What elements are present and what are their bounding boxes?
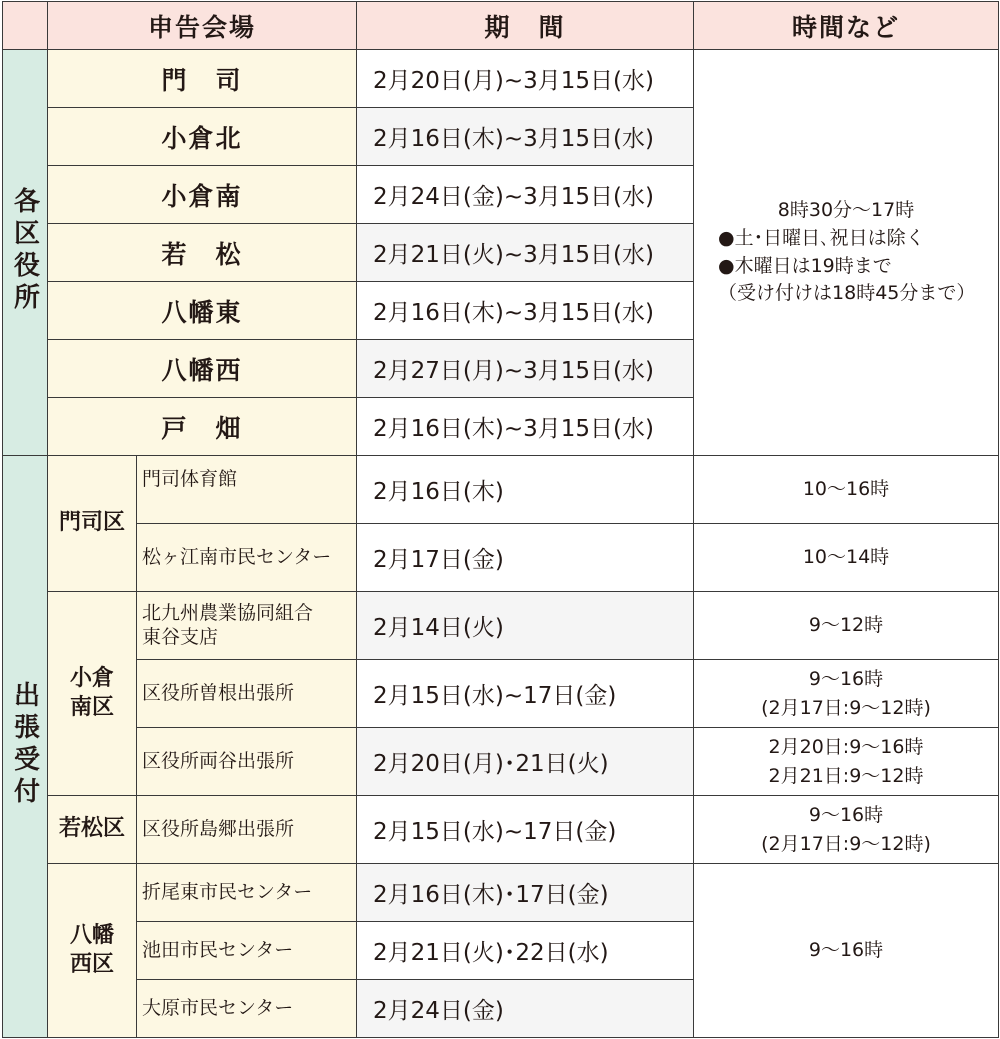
period-cell: 2月24日(金) xyxy=(357,980,694,1038)
time-line: (2月17日:9～12時) xyxy=(761,832,931,855)
period-cell: 2月16日(木) xyxy=(357,456,694,524)
table-row xyxy=(3,796,999,864)
venue-cell: 区役所島郷出張所 xyxy=(137,796,357,864)
ward-office-name: 八幡東 xyxy=(48,282,357,340)
venue-cell: 折尾東市民センター xyxy=(137,864,357,922)
period-cell: 2月17日(金) xyxy=(357,524,694,592)
period-cell: 2月24日(金)~3月15日(水) xyxy=(357,166,694,224)
period-cell: 2月20日(月)~3月15日(水) xyxy=(357,50,694,108)
ward-label-wakamatsu: 若松区 xyxy=(48,796,137,864)
venue-cell: 区役所曽根出張所 xyxy=(137,660,357,728)
table-row xyxy=(3,456,999,524)
ward-label-yahatanishi xyxy=(48,864,137,1038)
ward-label-kokuraminami xyxy=(48,592,137,796)
ward-label-line: 小倉 xyxy=(69,665,114,691)
time-cell: 10～14時 xyxy=(694,524,999,592)
period-cell: 2月15日(水)~17日(金) xyxy=(357,660,694,728)
ward-office-name: 小倉北 xyxy=(48,108,357,166)
time-cell xyxy=(694,660,999,728)
venue-cell: 松ヶ江南市民センター xyxy=(137,524,357,592)
period-cell: 2月21日(火)~3月15日(水) xyxy=(357,224,694,282)
venue-cell xyxy=(137,592,357,660)
venue-cell: 門司体育館 xyxy=(137,456,357,524)
hours-note: ●木曜日は19時まで xyxy=(718,254,892,277)
period-cell: 2月15日(水)~17日(金) xyxy=(357,796,694,864)
table-row xyxy=(3,864,999,922)
period-cell: 2月21日(火)･22日(水) xyxy=(357,922,694,980)
hours-note: （受け付けは18時45分まで） xyxy=(718,282,976,305)
ward-label-moji: 門司区 xyxy=(48,456,137,592)
period-cell: 2月16日(木)~3月15日(水) xyxy=(357,282,694,340)
ward-office-name: 小倉南 xyxy=(48,166,357,224)
header-corner xyxy=(3,2,48,50)
ward-office-name: 戸 畑 xyxy=(48,398,357,456)
hours-note: ●土･日曜日､祝日は除く xyxy=(718,226,925,249)
table-row xyxy=(3,728,999,796)
ward-label-line: 八幡 xyxy=(69,922,114,948)
time-cell xyxy=(694,728,999,796)
time-cell: 10～16時 xyxy=(694,456,999,524)
period-cell: 2月16日(木)~3月15日(水) xyxy=(357,398,694,456)
ward-office-name: 門 司 xyxy=(48,50,357,108)
time-line: 2月20日:9～16時 xyxy=(768,736,924,758)
tax-filing-schedule-table xyxy=(2,1,999,1038)
venue-cell: 池田市民センター xyxy=(137,922,357,980)
hours-line: 8時30分～17時 xyxy=(777,199,915,222)
time-line: 9～16時 xyxy=(808,668,884,690)
ward-label-line: 南区 xyxy=(69,694,114,720)
ward-office-hours xyxy=(694,50,999,456)
time-cell: 9～16時 xyxy=(694,864,999,1038)
period-cell: 2月27日(月)~3月15日(水) xyxy=(357,340,694,398)
table-row xyxy=(3,592,999,660)
venue-cell: 区役所両谷出張所 xyxy=(137,728,357,796)
ward-office-name: 若 松 xyxy=(48,224,357,282)
period-cell: 2月16日(木)･17日(金) xyxy=(357,864,694,922)
time-line: 9～12時 xyxy=(808,614,884,637)
period-cell: 2月20日(月)･21日(火) xyxy=(357,728,694,796)
header-row xyxy=(3,2,999,50)
time-line: 2月21日:9～12時 xyxy=(768,764,924,787)
header-time: 時間など xyxy=(694,2,999,50)
ward-office-name: 八幡西 xyxy=(48,340,357,398)
table-row xyxy=(3,524,999,592)
table-row xyxy=(3,660,999,728)
ward-label-line: 西区 xyxy=(69,951,114,977)
header-period: 期 間 xyxy=(357,2,694,50)
period-cell: 2月16日(木)~3月15日(水) xyxy=(357,108,694,166)
venue-line: 東谷支店 xyxy=(142,625,219,648)
category-branch-reception: 出張受付 xyxy=(3,456,48,1038)
venue-cell: 大原市民センター xyxy=(137,980,357,1038)
time-line: 9～16時 xyxy=(808,804,884,826)
time-cell xyxy=(694,796,999,864)
venue-line: 北九州農業協同組合 xyxy=(142,601,314,624)
table-row xyxy=(3,50,999,108)
time-cell xyxy=(694,592,999,660)
time-line: (2月17日:9～12時) xyxy=(761,696,931,719)
header-venue: 申告会場 xyxy=(48,2,357,50)
category-ward-offices: 各区役所 xyxy=(3,50,48,456)
period-cell: 2月14日(火) xyxy=(357,592,694,660)
